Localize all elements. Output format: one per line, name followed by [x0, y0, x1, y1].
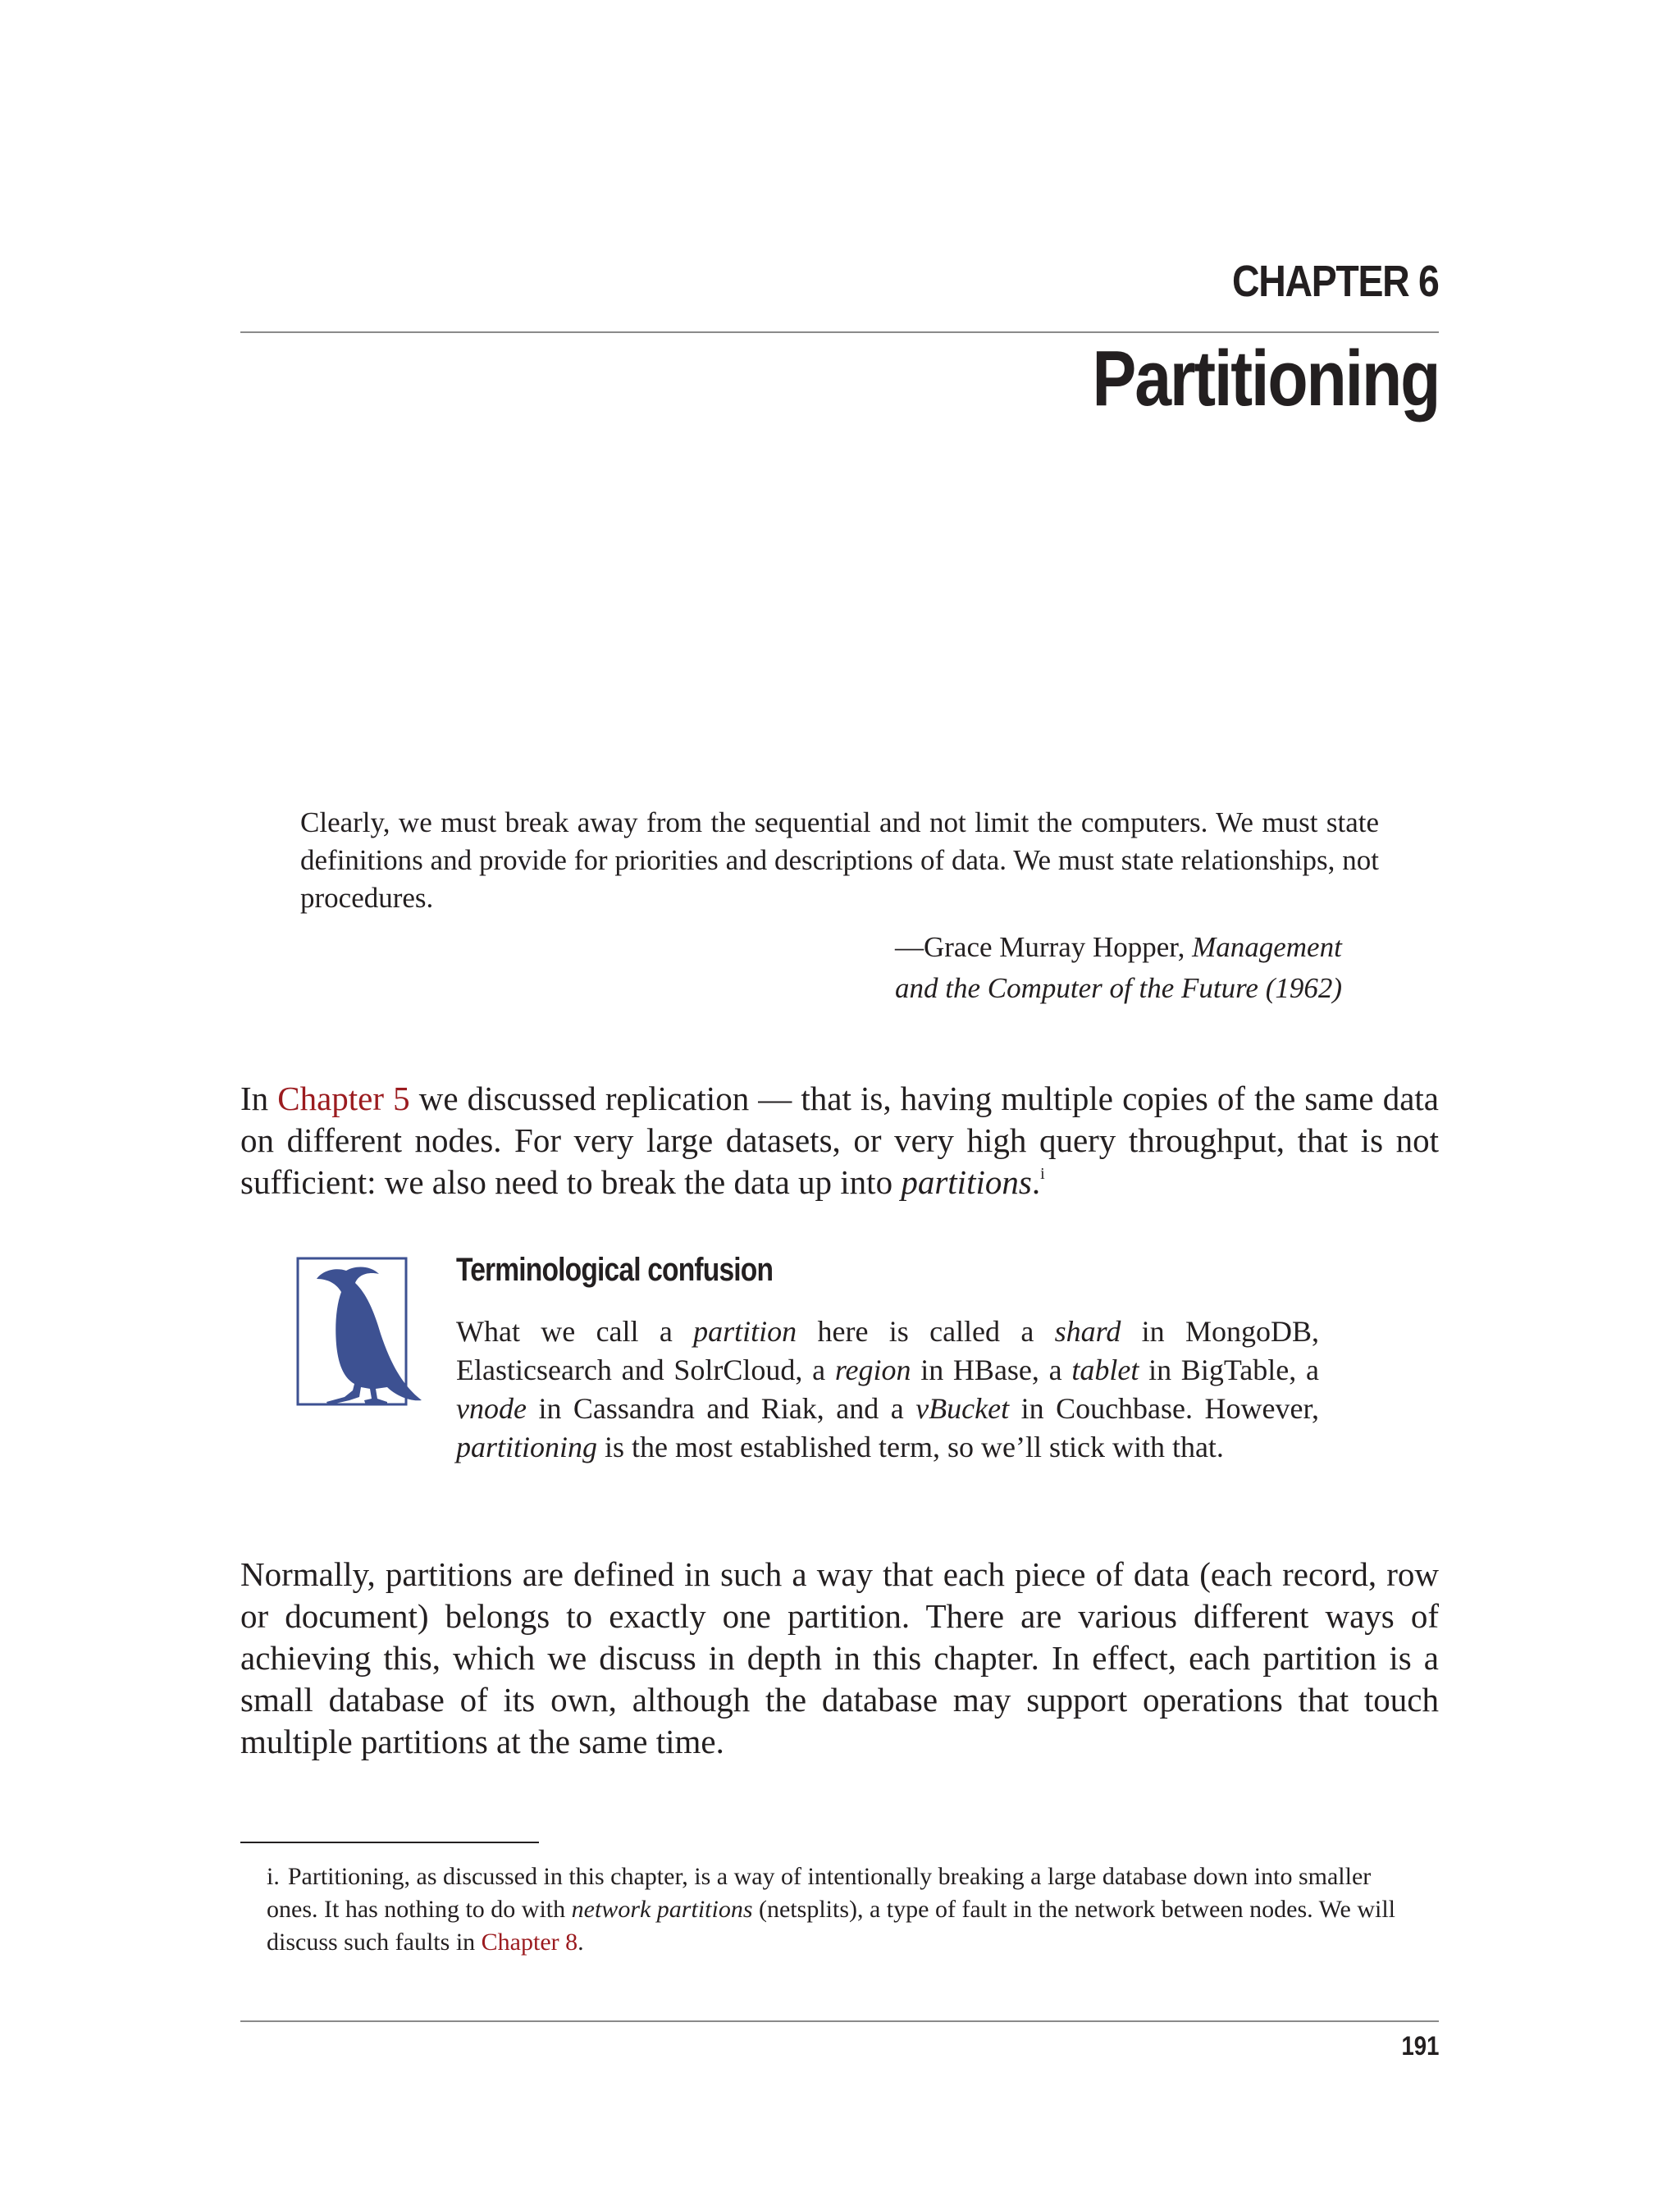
chapter-label: CHAPTER 6	[1232, 257, 1439, 306]
note-term: tablet	[1071, 1354, 1139, 1386]
note-text: What we call a	[456, 1315, 694, 1348]
footnote	[267, 1860, 1415, 1959]
attribution-work-line2: and the Computer of the Future (1962)	[895, 972, 1343, 1004]
note-text: in MongoDB, Elasticsearch and SolrCloud, a	[456, 1315, 1320, 1386]
attribution-work-line1: Management	[1192, 931, 1342, 963]
intro-text-middle: we discussed replication — that is, having multiple copies of the same data on different nodes. For very large datasets, or very high query throughput, that is not sufficient: we also need to break the data up into	[240, 1080, 1439, 1201]
note-term: region	[834, 1354, 911, 1386]
note-text: in Couchbase. However,	[1009, 1392, 1319, 1425]
note-heading: Terminological confusion	[456, 1252, 774, 1288]
footer-divider	[240, 2020, 1439, 2022]
note-body	[456, 1312, 1319, 1467]
epigraph-quote: Clearly, we must break away from the sequential and not limit the computers. We must state definitions and provide for priorities and descriptions of data. We must state relationships, not procedures.	[300, 806, 1379, 914]
note-term: shard	[1054, 1315, 1121, 1348]
attribution-author: —Grace Murray Hopper,	[895, 931, 1185, 963]
footnote-text: Partitioning, as discussed in this chapter, is a way of intentionally breaking a large database down into smaller ones. It has nothing to do with	[267, 1863, 1372, 1923]
epigraph-attribution	[895, 927, 1387, 1009]
footnote-divider	[240, 1842, 539, 1843]
note-term: partition	[693, 1315, 797, 1348]
partitions-term: partitions	[901, 1163, 1032, 1201]
note-term: partitioning	[456, 1431, 598, 1463]
note-text: in Cassandra and Riak, and a	[526, 1392, 916, 1425]
intro-paragraph	[240, 1078, 1439, 1203]
note-text: in HBase, a	[911, 1354, 1072, 1386]
body-paragraph: Normally, partitions are defined in such a way that each piece of data (each record, row or document) belongs to exactly one partition. There are various different ways of achieving this, which we discuss in depth in this chapter. In effect, each partition is a small database of its own, although the database may support operations that touch multiple partitions at the same time.	[240, 1555, 1439, 1760]
intro-text-start: In	[240, 1080, 278, 1117]
chapter-8-link[interactable]: Chapter 8	[481, 1929, 578, 1956]
note-text: is the most established term, so we’ll stick with that.	[597, 1431, 1224, 1463]
note-text: here is called a	[797, 1315, 1055, 1348]
chapter-divider	[240, 331, 1439, 333]
footnote-marker: i.	[267, 1863, 280, 1890]
note-term: vnode	[456, 1392, 527, 1425]
footnote-term: network partitions	[571, 1896, 753, 1923]
page-number: 191	[1401, 2031, 1439, 2061]
bird-icon	[295, 1256, 427, 1418]
footnote-reference[interactable]: i	[1040, 1165, 1045, 1183]
chapter-title: Partitioning	[1092, 335, 1439, 422]
footnote-text: (netsplits), a type of fault in the network between nodes. We will discuss such faults in	[267, 1896, 1396, 1956]
footnote-end: .	[578, 1929, 584, 1956]
note-text: in BigTable, a	[1139, 1354, 1319, 1386]
chapter-5-link[interactable]: Chapter 5	[277, 1080, 410, 1117]
note-term: vBucket	[915, 1392, 1010, 1425]
intro-text-end: .	[1031, 1163, 1041, 1201]
